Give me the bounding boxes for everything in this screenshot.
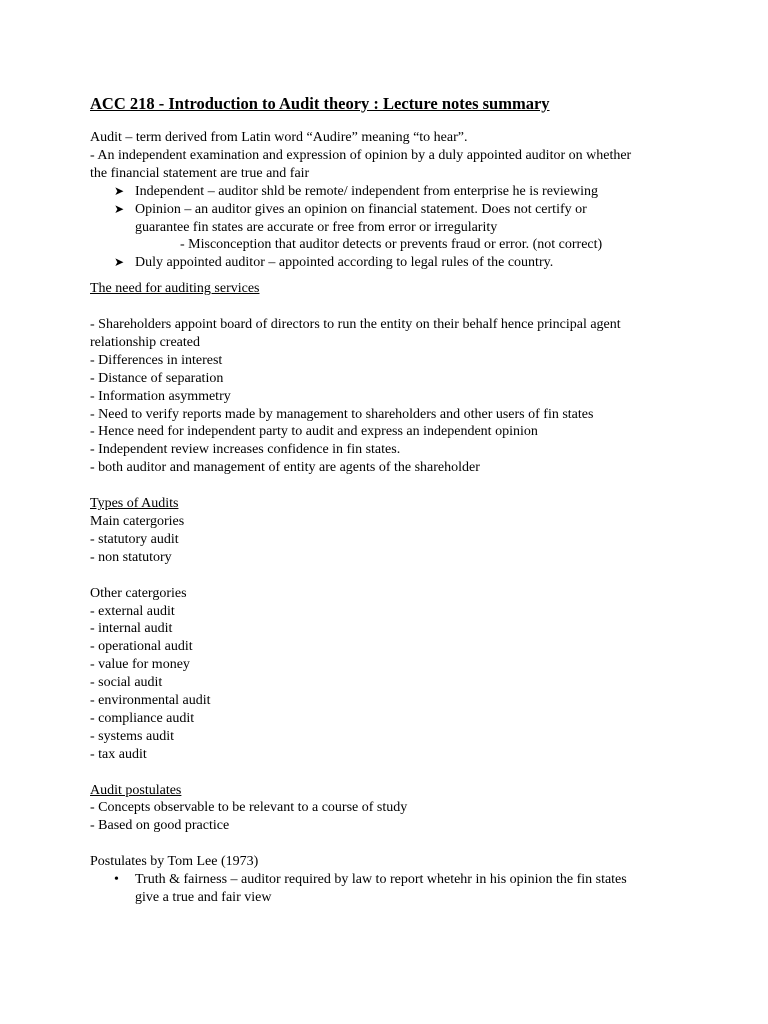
bullet-dot-icon: • (114, 872, 119, 888)
document-page (90, 94, 690, 907)
arrow-item-independent (90, 183, 690, 201)
types-other-item: - value for money (90, 657, 190, 673)
need-line: - Distance of separation (90, 370, 224, 386)
postulates-line: - Concepts observable to be relevant to a course of study (90, 800, 408, 816)
need-line: - Independent review increases confidence in fin states. (90, 442, 401, 458)
need-line: - Need to verify reports made by management to shareholders and other users of fin states (90, 406, 594, 422)
arrow-bullet-icon: ➤ (114, 255, 125, 270)
bullet-item-truth-fairness (90, 871, 690, 907)
types-main-item: - non statutory (90, 549, 172, 565)
arrow-bullet-icon: ➤ (114, 183, 125, 198)
need-line: - both auditor and management of entity are agents of the shareholder (90, 460, 480, 476)
types-heading: Types of Audits (90, 496, 179, 512)
types-other-label: Other catergories (90, 585, 187, 601)
misconception-note: - Misconception that auditor detects or prevents fraud or error. (not correct) (180, 237, 603, 253)
need-heading: The need for auditing services (90, 281, 260, 297)
types-other-item: - compliance audit (90, 710, 195, 726)
types-other-item: - operational audit (90, 639, 193, 655)
arrow-bullet-icon: ➤ (114, 201, 125, 216)
postulates-by-label: Postulates by Tom Lee (1973) (90, 854, 259, 870)
arrow-item-text: Independent – auditor shld be remote/ independent from enterprise he is reviewing (135, 183, 599, 199)
arrow-item-text: Opinion – an auditor gives an opinion on financial statement. Does not certify or (135, 201, 587, 217)
types-main-label: Main catergories (90, 514, 185, 529)
arrow-item-text-cont: guarantee fin states are accurate or free from error or irregularity (135, 219, 498, 235)
intro-arrow-list (90, 183, 690, 237)
bullet-item-text: Truth & fairness – auditor required by law to report whetehr in his opinion the fin states (135, 872, 627, 888)
bullet-item-text-cont: give a true and fair view (135, 889, 272, 905)
arrow-item-opinion (90, 201, 690, 237)
types-other-item: - internal audit (90, 621, 173, 637)
document-title: ACC 218 - Introduction to Audit theory : Lecture notes summary (90, 94, 550, 113)
need-line: relationship created (90, 334, 201, 350)
need-line: - Differences in interest (90, 352, 223, 368)
types-other-item: - social audit (90, 675, 163, 691)
types-other-item: - tax audit (90, 746, 147, 762)
need-line: - Information asymmetry (90, 388, 231, 404)
postulates-line: - Based on good practice (90, 818, 230, 834)
types-other-item: - systems audit (90, 728, 174, 744)
types-main-item: - statutory audit (90, 531, 179, 547)
types-other-item: - environmental audit (90, 693, 211, 709)
intro-line-1: Audit – term derived from Latin word “Audire” meaning “to hear”. (90, 130, 468, 145)
intro-line-3: the financial statement are true and fair (90, 165, 310, 181)
intro-line-2: - An independent examination and expression of opinion by a duly appointed auditor on whether (90, 147, 632, 163)
need-line: - Hence need for independent party to audit and express an independent opinion (90, 424, 538, 440)
postulates-bullet-list (90, 871, 690, 907)
arrow-item-text: Duly appointed auditor – appointed according to legal rules of the country. (135, 255, 554, 271)
postulates-heading: Audit postulates (90, 782, 182, 798)
need-line: - Shareholders appoint board of directors to run the entity on their behalf hence principal agent (90, 317, 621, 333)
intro-arrow-list-2 (90, 254, 690, 272)
arrow-item-duly-appointed (90, 254, 690, 272)
types-other-item: - external audit (90, 603, 175, 619)
